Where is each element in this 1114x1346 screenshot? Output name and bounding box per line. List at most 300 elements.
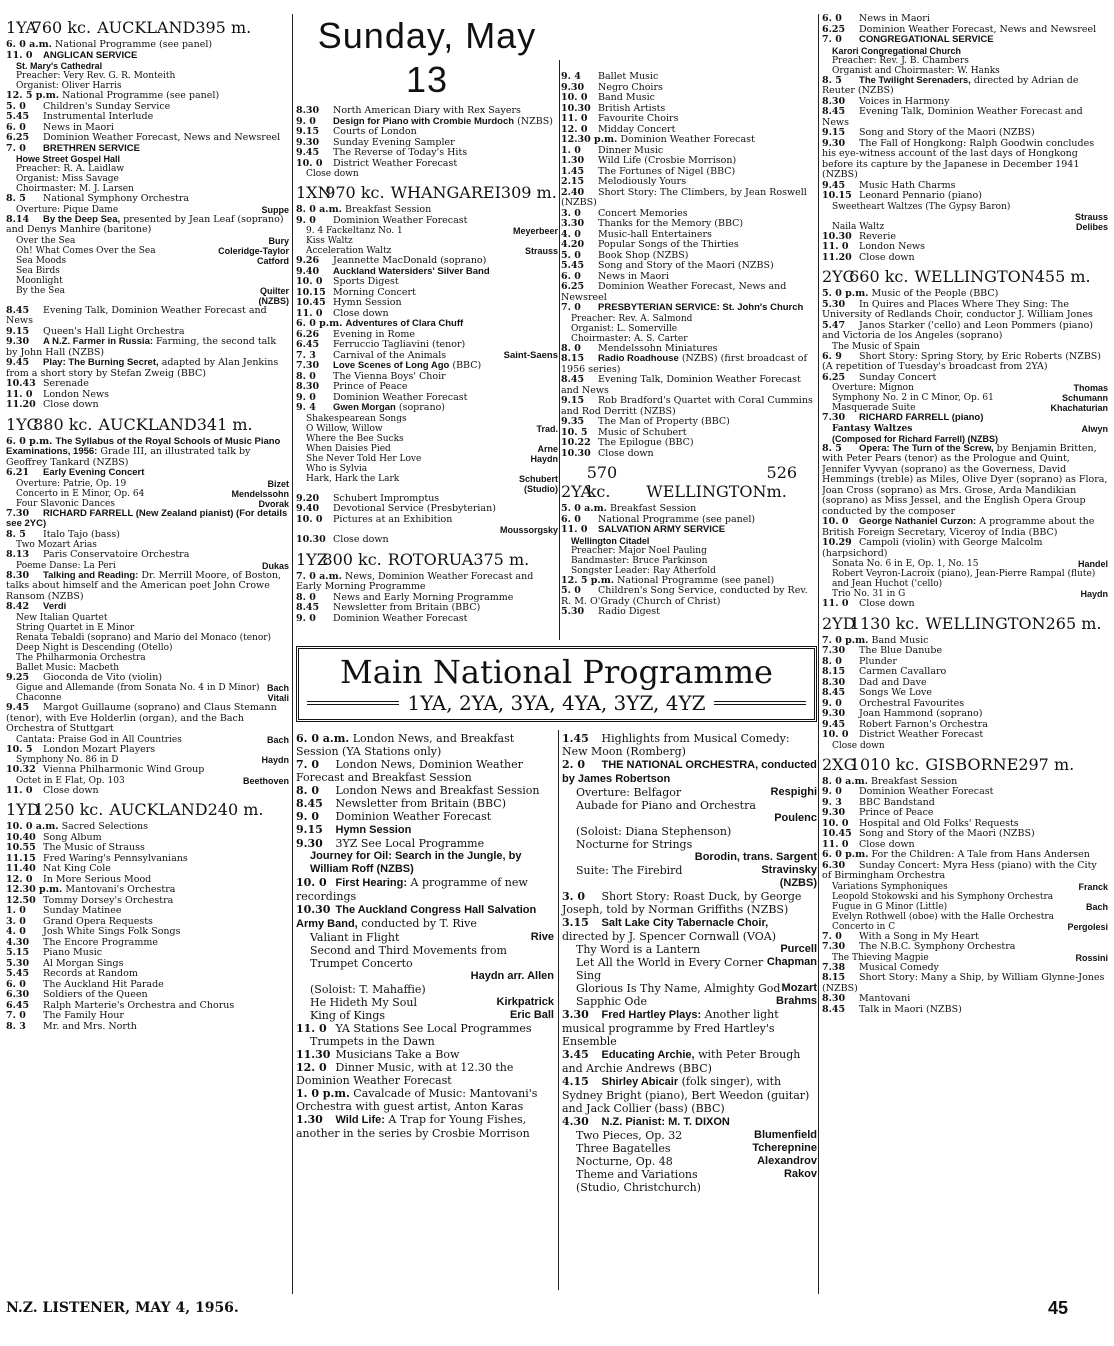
programme-desc: Popular Songs of the Thirties: [598, 239, 739, 250]
national-programme-panel: [296, 646, 817, 1298]
composer: Saint-Saens: [503, 349, 558, 361]
station-wavelength: 455 m.: [1034, 267, 1091, 286]
programme-entry: [296, 535, 558, 546]
time: 6. 0 p.m.: [6, 435, 53, 447]
time: 4.20: [561, 239, 585, 250]
composer: Suppe: [261, 204, 289, 215]
programme-desc: Musical Comedy: [859, 961, 939, 973]
work-row: [562, 1142, 817, 1155]
composer: Bach: [266, 683, 289, 693]
time: 9.15: [296, 823, 323, 836]
work-title: Naila Waltz: [832, 221, 885, 232]
station-frequency: 970 kc.: [325, 183, 385, 202]
station-call-wrap: [822, 754, 857, 774]
time: 9.45: [822, 179, 846, 191]
work-row: [296, 474, 558, 484]
programme-desc: Devotional Service (Presbyterian): [333, 503, 496, 514]
time: 9.26: [296, 255, 320, 266]
work-title: Fantasy Waltzes: [832, 423, 913, 434]
work-row: [562, 786, 817, 799]
programme-title: First Hearing:: [335, 877, 408, 889]
work-title: Masquerade Suite: [832, 403, 916, 413]
programme-entry: [6, 215, 289, 236]
time: 12.50: [6, 894, 36, 906]
work-title: Concerto in C: [832, 921, 896, 932]
detail-line: Preacher: Very Rev. G. R. Monteith: [16, 71, 176, 81]
station-wavelength: 526 m.: [766, 463, 798, 501]
programme-desc: Evening Talk, Dominion Weather Forecast and News: [6, 304, 267, 326]
work-title: Overture: Patrie, Op. 19: [16, 478, 127, 489]
station-wavelength: 395 m.: [195, 18, 252, 37]
time: 10. 0: [296, 513, 323, 525]
work-title: Concerto in E Minor, Op. 64: [16, 488, 145, 499]
detail-line: Sweetheart Waltzes (The Gypsy Baron): [832, 201, 1011, 212]
programme-desc: with Peter Brough and Archie Andrews (BBC): [562, 1048, 801, 1075]
composer: Schubert: [518, 473, 558, 484]
time: 7.30: [822, 412, 846, 423]
time: 8.30: [296, 381, 320, 392]
time: 7.30: [296, 360, 320, 371]
programme-desc: National Symphony Orchestra: [43, 193, 190, 204]
time: 10.55: [6, 842, 36, 853]
work-row: [562, 877, 817, 890]
work-row: [296, 424, 558, 434]
time: 6.45: [6, 999, 30, 1011]
programme-desc: Instrumental Interlude: [43, 111, 154, 122]
work-row: [296, 996, 554, 1009]
work-title: King of Kings: [310, 1009, 386, 1022]
programme-title: Educating Archie,: [601, 1049, 695, 1061]
work-row: [296, 970, 554, 983]
detail-line: Choirmaster: M. J. Larsen: [16, 184, 134, 194]
programme-entry: [561, 303, 817, 314]
time: 8.45: [296, 797, 323, 810]
work-title: Valiant in Flight: [310, 931, 400, 944]
composer: Coleridge-Taylor: [218, 245, 289, 256]
work-title: Symphony No. 2 in C Minor, Op. 61: [832, 393, 994, 403]
time: 1.45: [562, 732, 589, 745]
station-1yz: [296, 550, 558, 625]
detail-line: Nocturne for Strings: [576, 838, 693, 851]
programme-desc: Farming, the second talk by John Hall (NZBS): [6, 336, 277, 358]
work-title: Overture: Belfagor: [576, 786, 682, 799]
programme-desc: Serenade: [43, 378, 89, 389]
time: 5.45: [6, 111, 30, 122]
work-title: Two Pieces, Op. 32: [576, 1129, 683, 1142]
programme-desc: Sacred Selections: [61, 821, 149, 832]
work-title: 9. 4 Fackeltanz No. 1: [306, 226, 403, 236]
programme-title: Opera: The Turn of the Screw,: [859, 442, 994, 454]
detail-line: Sea Birds: [16, 265, 60, 276]
composer: Poulenc: [774, 812, 817, 824]
programme-desc: Close down: [333, 534, 389, 545]
work-title: Nocturne, Op. 48: [576, 1155, 673, 1168]
station-city: AUCKLAND: [109, 800, 208, 819]
station-call: 1XN: [296, 183, 332, 202]
programme-desc: Nat King Cole: [43, 863, 111, 874]
programme-desc: Prince of Peace: [333, 381, 408, 392]
time: 5.45: [561, 260, 585, 271]
programme-title: Auckland Watersiders' Silver Band: [333, 265, 490, 277]
composer: Vitali: [267, 693, 289, 703]
detail-line: Ballet Music: Macbeth: [16, 662, 120, 673]
composer: Rossini: [1075, 952, 1108, 963]
programme-desc: Josh White Sings Folk Songs: [43, 926, 181, 937]
programme-desc: The Blue Danube: [859, 645, 943, 656]
time: 10. 0: [561, 92, 588, 103]
programme-desc: Leonard Pennario (piano): [859, 190, 982, 201]
programme-entry: [296, 784, 554, 797]
programme-desc: Margot Guillaume (soprano) and Claus Stemann (tenor), with Eve Holderlin (organ), and the Bach Orchestra of Stuttgart: [6, 702, 277, 734]
programme-desc: Song and Story of the Maori (NZBS): [598, 260, 774, 271]
programme-desc: (folk singer), with Sydney Bright (piano), Bert Weedon (guitar) and Jack Collier (bass) (BBC): [562, 1075, 810, 1115]
programme-desc: A Trap for Young Fishes, another in the series by Crosbie Morrison: [296, 1113, 530, 1140]
time: 6.26: [296, 328, 320, 340]
work-title: Overture: Pique Dame: [16, 204, 119, 215]
programme-entry: [822, 35, 1108, 46]
work-row: [6, 236, 289, 246]
programme-desc: Dominion Weather Forecast: [333, 214, 468, 226]
work-title: Glorious Is Thy Name, Almighty God: [576, 982, 781, 995]
detail-line: Karori Congregational Church: [832, 45, 962, 56]
work-row: [296, 931, 554, 944]
time: 8.30: [822, 993, 846, 1004]
time: 8.30: [296, 105, 320, 116]
programme-title: PRESBYTERIAN SERVICE: St. John's Church: [598, 302, 804, 313]
composer: Bach: [1085, 901, 1108, 912]
programme-desc: Courts of London: [333, 126, 417, 137]
programme-desc: Hospital and Old Folks' Requests: [859, 817, 1019, 829]
detail-line: Shakespearean Songs: [306, 413, 407, 424]
programme-entry: [296, 903, 554, 931]
composer: Khachaturian: [1050, 403, 1108, 413]
detail-line: Moonlight: [16, 275, 63, 286]
programme-desc: Dominion Weather Forecast: [335, 810, 492, 823]
programme-desc: Dr. Merrill Moore, of Boston, talks about himself and the American poet John Crowe Ransom (NZBS): [6, 569, 282, 602]
time: 3. 0: [562, 890, 585, 903]
national-programme-header: [296, 646, 817, 722]
time: 12. 5 p.m.: [561, 574, 615, 586]
programme-title: BRETHREN SERVICE: [43, 142, 140, 154]
programme-title: George Nathaniel Curzon:: [859, 516, 977, 527]
programme-desc: Sunday Matinee: [43, 905, 122, 916]
time: 9. 0: [296, 115, 316, 127]
programme-desc: Close down: [859, 598, 915, 609]
time: 3.30: [562, 1008, 589, 1021]
programme-entry: [822, 730, 1108, 741]
time: 7.30: [822, 645, 846, 656]
programme-entry: [6, 703, 289, 735]
time: 10.29: [822, 537, 852, 548]
programme-desc: A programme about the British Foreign Secretary, Viceroy of India (BBC): [822, 516, 1095, 538]
time: 9. 0: [296, 810, 319, 823]
programme-desc: (BBC): [452, 360, 482, 371]
programme-desc: Dominion Weather Forecast, News and Newsreel: [43, 132, 281, 143]
column-rule: [292, 14, 293, 1294]
programme-desc: National Programme (see panel): [62, 90, 220, 101]
programme-entry: [6, 51, 289, 62]
work-title: Let All the World in Every Corner Sing: [576, 956, 764, 982]
composer: Trad.: [536, 423, 558, 434]
work-title: Variations Symphoniques: [832, 881, 948, 892]
publication-footer: N.Z. LISTENER, MAY 4, 1956.: [6, 1300, 239, 1316]
station-call-wrap: [822, 613, 856, 633]
programme-desc: Breakfast Session: [871, 775, 958, 787]
programme-entry: [296, 159, 558, 170]
station-call: 1YZ: [296, 549, 328, 569]
programme-entry: [6, 337, 289, 358]
national-programme-stations-line: [307, 691, 806, 715]
programme-entry: [822, 139, 1108, 181]
time: 12. 0: [296, 1061, 327, 1074]
composer: Alexandrov: [757, 1155, 817, 1167]
station-frequency: 570 kc.: [586, 463, 618, 501]
programme-desc: Close down: [43, 784, 99, 796]
detail-line: Journey for Oil: Search in the Jungle, by William Roff (NZBS): [310, 850, 522, 875]
time: 8. 5: [822, 74, 842, 86]
time: 9.40: [296, 503, 320, 514]
composer: Mendelssohn: [231, 488, 289, 499]
station-info: [33, 415, 289, 434]
programme-desc: adapted by Alan Jenkins from a short story by Stefan Zweig (BBC): [6, 357, 279, 379]
work-row: [296, 226, 558, 236]
programme-entry: [562, 1048, 817, 1075]
composer: Rakov: [783, 1168, 817, 1180]
programme-desc: Italo Tajo (bass): [43, 528, 120, 540]
programme-desc: Sunday Concert: Myra Hess (piano) with the City of Birmingham Orchestra: [822, 859, 1097, 881]
composer: Haydn: [261, 755, 289, 765]
programme-desc: Dominion Weather Forecast, News and Newsreel: [561, 281, 787, 303]
time: 11.15: [6, 852, 36, 864]
composer: Eric Ball: [509, 1009, 554, 1021]
station-line: [32, 18, 289, 37]
station-heading: [6, 800, 289, 819]
station-call: 1YA: [6, 18, 38, 37]
programme-entry: [6, 765, 289, 776]
programme-desc: The Fortunes of Nigel (BBC): [598, 165, 736, 177]
programme-title: Wild Life:: [335, 1114, 385, 1126]
programme-desc: Music of the People (BBC): [871, 288, 999, 299]
programme-entry: [822, 107, 1108, 128]
station-line: [322, 550, 558, 569]
programme-desc: Newsletter from Britain (BBC): [335, 797, 507, 810]
page-number: 45: [1048, 1298, 1069, 1318]
station-heading: [6, 415, 289, 434]
programme-desc: London News, and Breakfast Session (YA Stations only): [296, 732, 515, 758]
work-title: Hark, Hark the Lark: [306, 473, 400, 484]
programme-desc: Orchestral Favourites: [859, 697, 965, 709]
programme-entry: [6, 437, 289, 469]
programme-entry: [296, 732, 554, 758]
detail-line: Deep Night is Descending (Otello): [16, 642, 173, 653]
programme-desc: Dinner Music, with at 12.30 the Dominion Weather Forecast: [296, 1061, 514, 1087]
station-city: ROTORUA: [387, 549, 474, 569]
programme-entry: [822, 413, 1108, 424]
programme-entry: [561, 449, 817, 460]
programme-desc: Sunday Evening Sampler: [333, 136, 455, 148]
detail-line: Second and Third Movements from Trumpet Concerto: [310, 944, 507, 970]
programme-desc: Ralph Marterie's Orchestra and Chorus: [43, 999, 235, 1011]
detail-line: New Italian Quartet: [16, 612, 108, 623]
time: 1.45: [561, 165, 585, 177]
work-row: [6, 286, 289, 296]
programme-desc: Breakfast Session: [610, 503, 697, 514]
time: 8.13: [6, 549, 30, 560]
work-title: Suite: The Firebird: [576, 864, 683, 877]
programme-desc: (NZBS) (first broadcast of 1956 series): [561, 353, 807, 375]
detail-line: Close down: [306, 169, 359, 179]
station-wavelength: 240 m.: [207, 800, 264, 819]
column-rule: [818, 14, 819, 1294]
programme-title: CONGREGATIONAL SERVICE: [859, 34, 994, 45]
programme-desc: Plunder: [859, 655, 897, 667]
composer: Stravinsky: [761, 864, 817, 876]
programme-desc: London News and Breakfast Session: [335, 784, 540, 797]
time: 8.30: [822, 95, 846, 107]
programme-title: By the Deep Sea,: [43, 213, 121, 225]
composer: Beethoven: [242, 775, 289, 786]
programme-desc: Close down: [859, 251, 915, 263]
composer: Rive: [530, 931, 554, 943]
programme-desc: Sunday Concert: [859, 371, 937, 383]
time: 5. 0 a.m.: [561, 503, 607, 514]
programme-desc: Negro Choirs: [598, 81, 663, 93]
composer: Bury: [268, 235, 289, 246]
time: 6. 0: [561, 270, 581, 282]
programme-desc: conducted by T. Rive: [361, 917, 477, 930]
programme-entry: [561, 188, 817, 209]
composer: Pergolesi: [1067, 921, 1108, 932]
programme-desc: News and Early Morning Programme: [333, 591, 514, 603]
time: 10.43: [6, 378, 36, 389]
programme-entry: [6, 1022, 289, 1033]
composer: Dukas: [261, 560, 289, 571]
work-row: [296, 1009, 554, 1022]
time: 11.20: [6, 399, 36, 410]
work-title: Three Bagatelles: [576, 1142, 671, 1155]
station-city: WELLINGTON: [925, 613, 1046, 633]
column-rule: [558, 730, 559, 1290]
programme-title: Play: The Burning Secret,: [43, 357, 159, 368]
time: 8. 5: [6, 528, 26, 540]
programme-entry: [6, 400, 289, 411]
time: 8.15: [561, 353, 585, 364]
time: 9.30: [296, 136, 320, 148]
programme-title: Verdi: [43, 601, 67, 612]
station-call-wrap: [822, 267, 855, 286]
time: 6.30: [6, 989, 30, 1000]
time: 9.20: [296, 492, 320, 504]
station-wavelength: 309 m.: [500, 183, 557, 202]
time: 4.30: [6, 936, 30, 948]
programme-desc: Close down: [333, 307, 389, 319]
time: 9. 0: [296, 391, 316, 403]
time: 8. 0: [296, 784, 319, 797]
time: 9.45: [6, 357, 30, 368]
programme-entry: [6, 358, 289, 379]
composer: (NZBS): [258, 295, 289, 306]
programme-desc: London Mozart Players: [43, 743, 156, 755]
programme-desc: Evening Talk, Dominion Weather Forecast and News: [561, 374, 801, 396]
time: 11. 0: [822, 241, 849, 252]
time: 10. 5: [561, 426, 588, 438]
station-city: AUCKLAND: [97, 18, 196, 37]
time: 9.45: [296, 147, 320, 158]
time: 5.45: [6, 968, 30, 979]
detail-line: Songster Leader: Ray Atherfold: [571, 565, 716, 576]
programme-entry: [562, 890, 817, 916]
programme-entry: [562, 1115, 817, 1129]
work-row: [562, 812, 817, 825]
time: 9.30: [6, 336, 30, 347]
time: 7. 0: [561, 302, 581, 313]
time: 12. 0: [6, 873, 33, 885]
composer: Dvorak: [258, 498, 289, 509]
station-call: 2YA: [561, 482, 593, 501]
programme-desc: Mr. and Mrs. North: [43, 1020, 137, 1032]
station-1xn: [296, 183, 558, 546]
programme-desc: Radio Digest: [598, 606, 660, 617]
station-line: [850, 755, 1108, 774]
time: 7. 0: [822, 34, 842, 45]
time: 12.30 p.m.: [561, 134, 618, 145]
work-title: Symphony No. 86 in D: [16, 755, 119, 765]
time: 8. 0: [296, 591, 316, 603]
programme-entry: [822, 599, 1108, 610]
station-2ya-continued: [822, 14, 1108, 263]
work-row: [562, 851, 817, 864]
station-info: [850, 755, 1108, 774]
time: 3.30: [561, 218, 585, 229]
programme-desc: Cavalcade of Music: Mantovani's Orchestra with guest artist, Anton Karas: [296, 1087, 538, 1113]
work-row: [562, 1155, 817, 1168]
detail-line: Preacher: Rev. J. B. Chambers: [832, 55, 969, 66]
programme-entry: [822, 300, 1108, 321]
detail-line: Two Mozart Arias: [16, 540, 97, 550]
programme-desc: Queen's Hall Light Orchestra: [43, 325, 185, 337]
time: 11. 0: [822, 598, 849, 609]
work-title: The Thieving Magpie: [832, 952, 929, 963]
programme-desc: Robert Farnon's Orchestra: [859, 718, 988, 730]
time: 10.30: [296, 534, 326, 545]
station-heading: [6, 18, 289, 37]
detail-line: Leopold Stokowski and his Symphony Orchestra: [832, 891, 1054, 902]
programme-desc: Dad and Dave: [859, 676, 927, 688]
programme-desc: Melodiously Yours: [598, 176, 687, 187]
time: 9. 0: [822, 697, 842, 709]
programme-entry: [296, 1113, 554, 1140]
station-1yc: [6, 415, 289, 797]
composer: Kirkpatrick: [496, 996, 554, 1008]
time: 5. 0: [6, 100, 26, 112]
composer: Moussorgsky: [499, 525, 558, 535]
time: 7.30: [822, 941, 846, 952]
work-row: [822, 902, 1108, 912]
time: 7.38: [822, 961, 846, 973]
programme-entry: [561, 282, 817, 303]
time: 5. 0: [561, 585, 581, 596]
station-1ya: [6, 18, 289, 411]
programme-desc: Jeannette MacDonald (soprano): [333, 255, 487, 266]
work-title: Cantata: Praise God in All Countries: [16, 734, 182, 745]
time: 10.45: [822, 828, 852, 839]
programme-desc: London News: [859, 241, 926, 252]
programme-desc: Janos Starker ('cello) and Leon Pommers (piano) and Victoria de los Angeles (soprano): [822, 319, 1093, 341]
programme-desc: Records at Random: [43, 968, 138, 979]
programme-desc: directed by Adrian de Reuter (NZBS): [822, 74, 1079, 96]
programme-desc: Breakfast Session: [345, 204, 432, 215]
time: 10.40: [6, 831, 36, 843]
